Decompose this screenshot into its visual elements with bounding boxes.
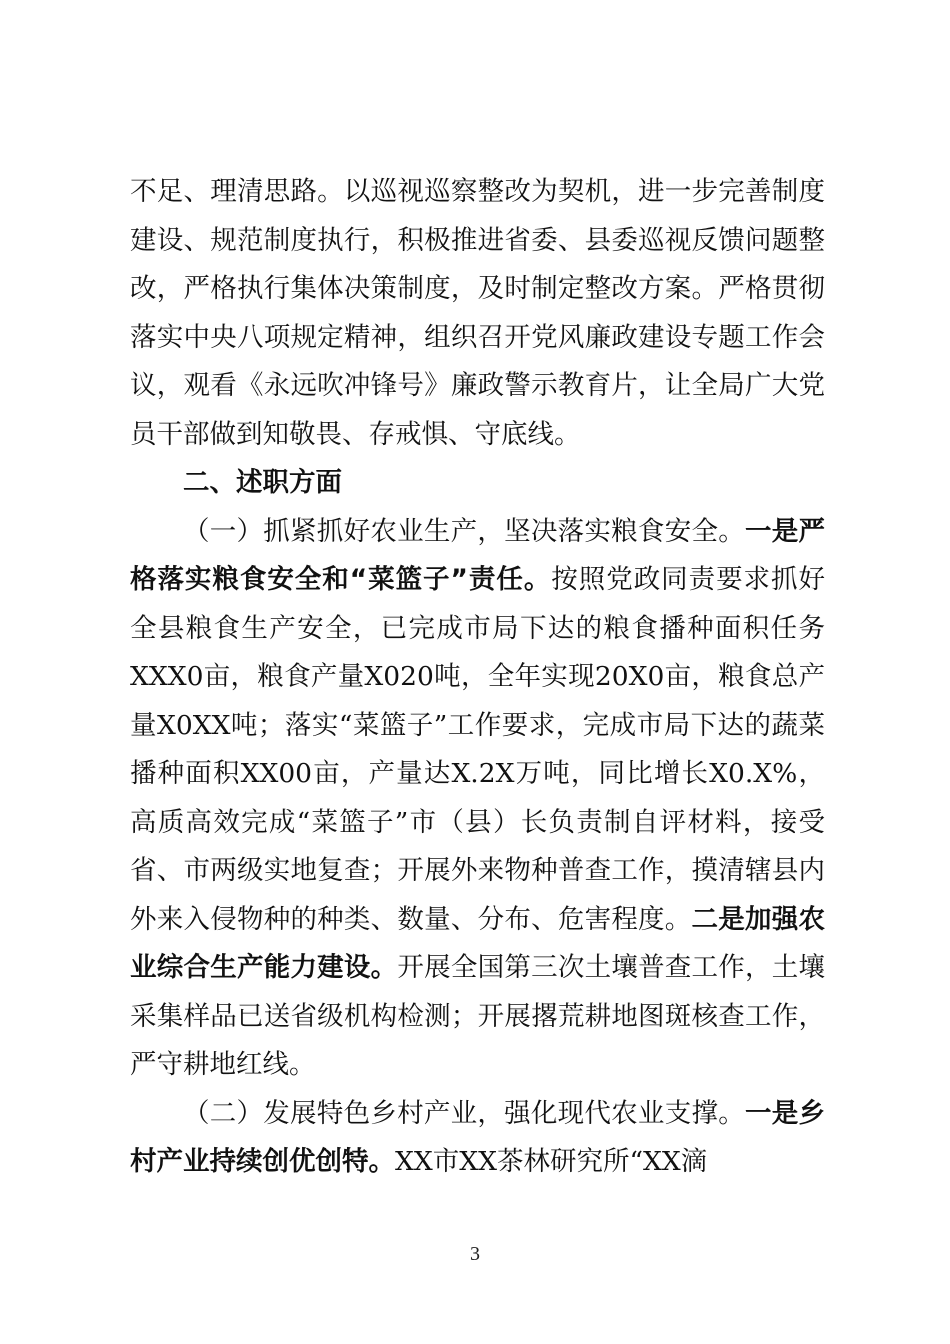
bold-point-grain-security: 一是严格落实粮食安全和“菜篮子”责任。 — [130, 515, 826, 595]
page-number: 3 — [470, 1243, 480, 1265]
paragraph-continuation: 不足、理清思路。以巡视巡察整改为契机，进一步完善制度建设、规范制度执行，积极推进省委、县委巡视反馈问题整改，严格执行集体决策制度，及时制定整改方案。严格贯彻落实中央八项规定精神，组织召开党风廉政建设专题工作会议，观看《永远吹冲锋号》廉政警示教育片，让全局广大党员干部做到知敬畏、存戒惧、守底线。 — [130, 176, 825, 450]
subsection-heading-2: （二）发展特色乡村产业，强化现代农业支撑。 — [183, 1097, 745, 1129]
bold-point-production-capacity: 二是加强农业综合生产能力建设。 — [130, 903, 826, 983]
document-body — [130, 168, 825, 1187]
paragraph-text: 开展全国第三次土壤普查工作，土壤采集样品已送省级机构检测；开展撂荒耕地图斑核查工作，严守耕地红线。 — [130, 952, 826, 1080]
paragraph-rural-industry — [130, 1090, 825, 1187]
bold-point-rural-industry: 一是乡村产业持续创优创特。 — [130, 1097, 826, 1177]
paragraph-text: 按照党政同责要求抓好全县粮食生产安全，已完成市局下达的粮食播种面积任务XXX0亩，粮食产量X020吨，全年实现20X0亩，粮食总产量X0XX吨；落实“菜篮子”工作要求，完成市局下达的蔬菜播种面积XX00亩，产量达X.2X万吨，同比增长X0.X%，高质高效完成“菜篮子”市（县）长负责制自评材料，接受省、市两级实地复查；开展外来物种普查工作，摸清辖县内外来入侵物种的种类、数量、分布、危害程度。 — [130, 564, 825, 935]
section-heading: 二、述职方面 — [183, 467, 342, 498]
paragraph-agricultural-production — [130, 508, 825, 1090]
paragraph-text: XX市XX茶林研究所“XX滴 — [395, 1146, 708, 1177]
subsection-heading-1: （一）抓紧抓好农业生产，坚决落实粮食安全。 — [183, 515, 745, 547]
